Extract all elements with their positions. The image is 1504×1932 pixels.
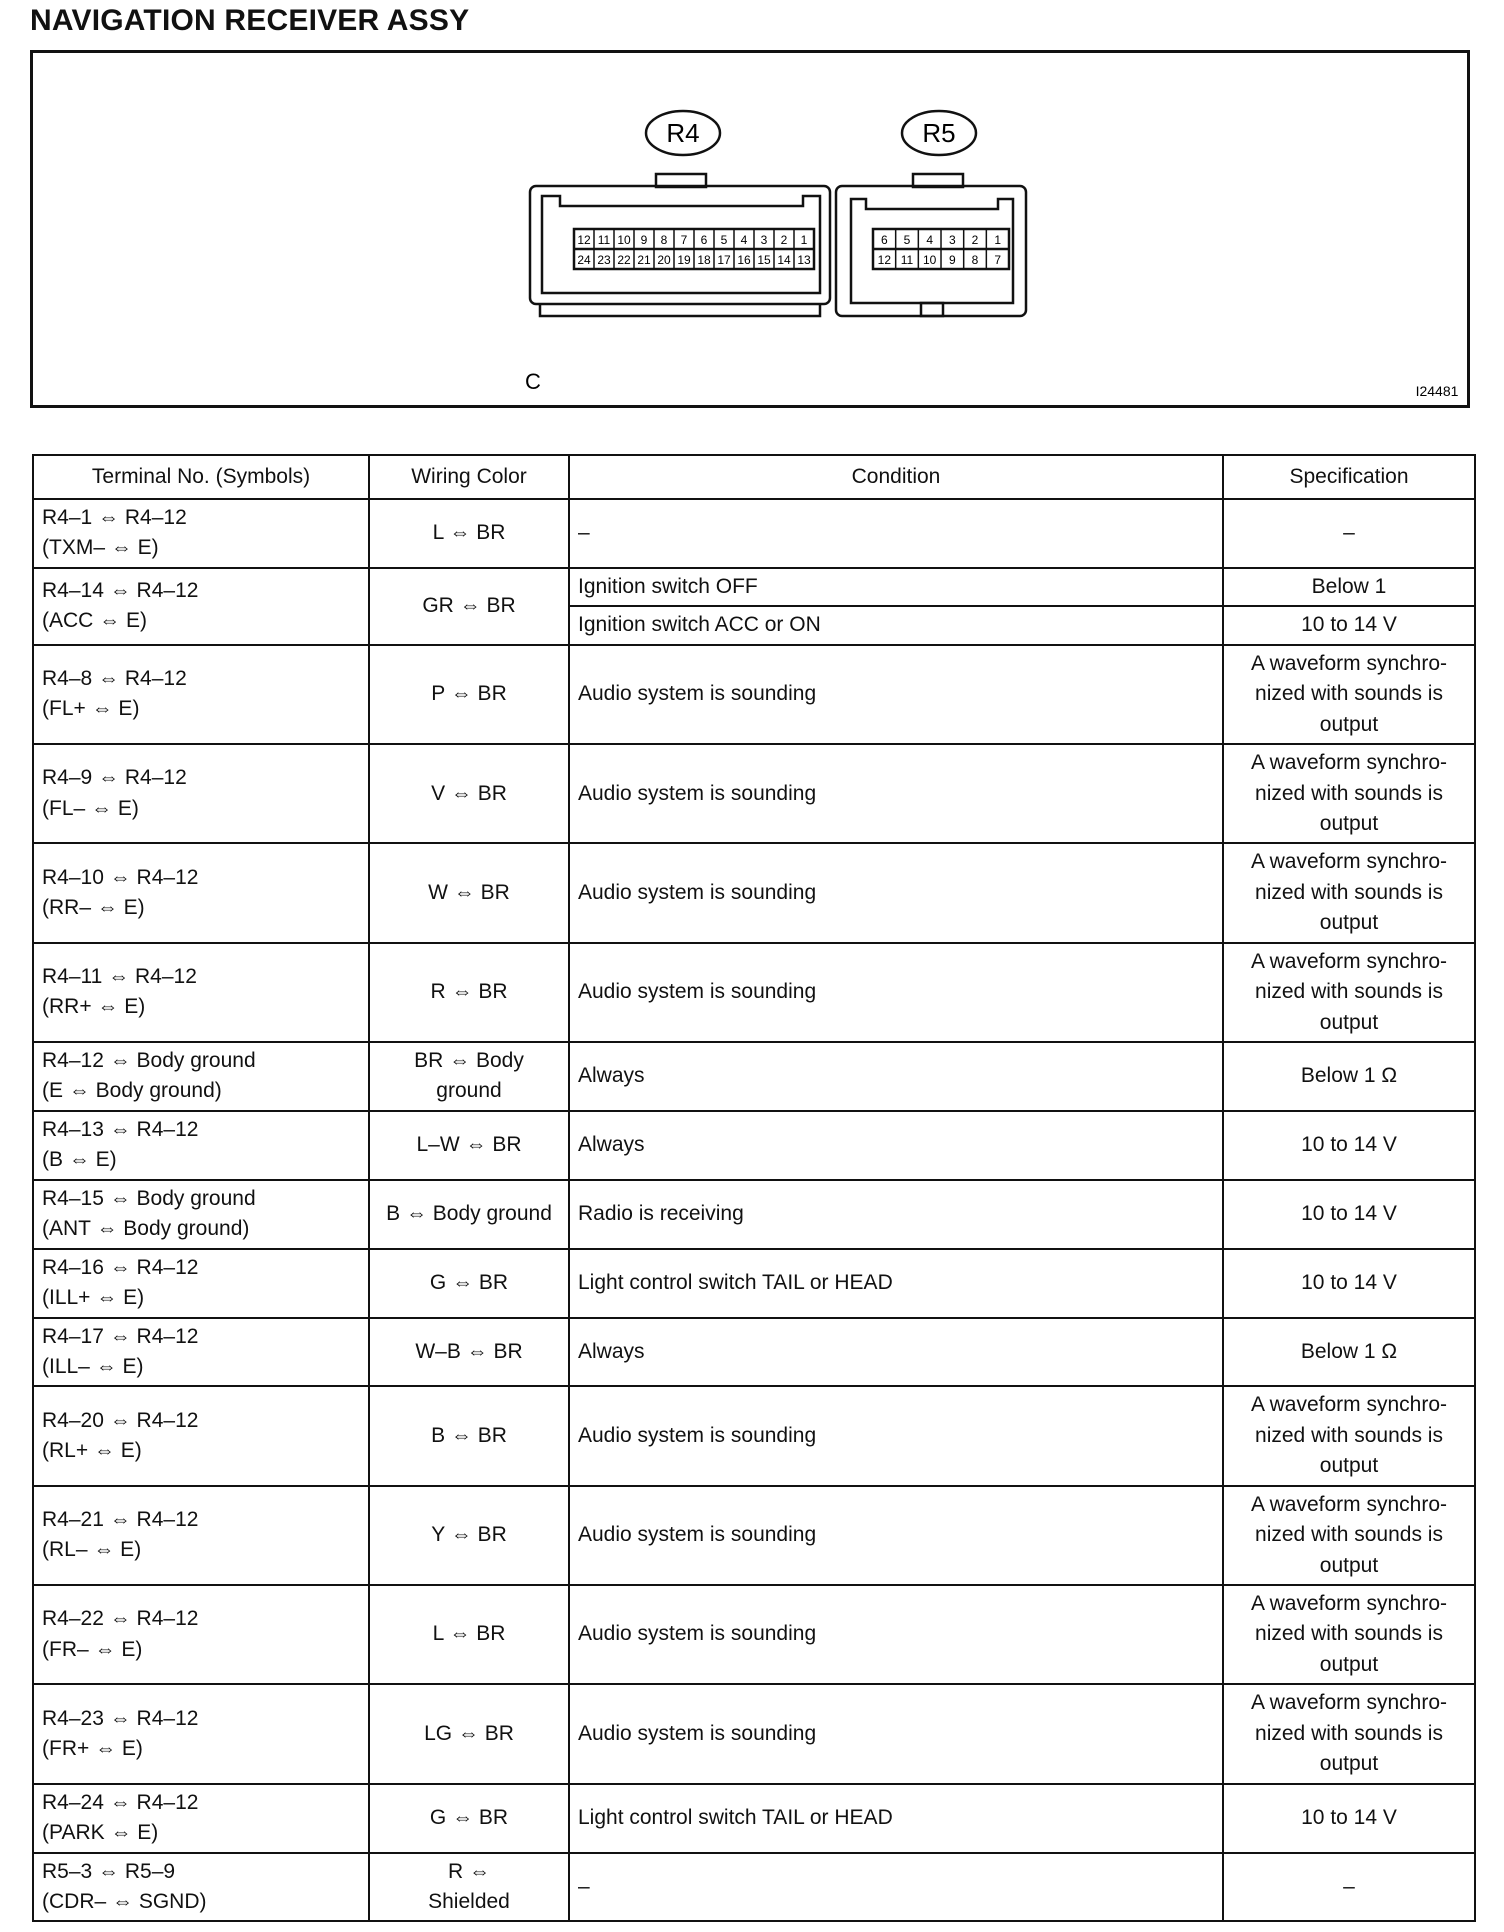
condition-cell: Audio system is sounding bbox=[569, 943, 1223, 1042]
terminal-no: R4–9 ⇔ R4–12 bbox=[42, 766, 187, 790]
connector-figure bbox=[30, 50, 1470, 408]
specification-line: 10 to 14 V bbox=[1301, 1133, 1397, 1157]
terminal-no: R4–13 ⇔ R4–12 bbox=[42, 1117, 199, 1141]
wiring-color-cell bbox=[369, 744, 569, 843]
terminal-no: R4–17 ⇔ R4–12 bbox=[42, 1324, 199, 1348]
specification-line: 10 to 14 V bbox=[1301, 1270, 1397, 1294]
terminal-no: R4–8 ⇔ R4–12 bbox=[42, 666, 187, 690]
r5-label: R5 bbox=[922, 118, 956, 148]
r4-pin-number: 4 bbox=[740, 233, 748, 247]
specification-cell bbox=[1223, 943, 1475, 1042]
terminal-cell bbox=[33, 1486, 369, 1585]
terminal-symbols: (E ⇔ Body ground) bbox=[42, 1079, 222, 1103]
r4-pin-number: 10 bbox=[617, 233, 631, 247]
wiring-color-cell bbox=[369, 1180, 569, 1249]
table-row bbox=[33, 943, 1475, 1042]
connector-diagram bbox=[33, 53, 1467, 405]
specification-line: nized with sounds is bbox=[1255, 1423, 1443, 1447]
wiring-color-line: GR ⇔ BR bbox=[422, 594, 516, 618]
condition-cell: Light control switch TAIL or HEAD bbox=[569, 1784, 1223, 1853]
condition-cell: Radio is receiving bbox=[569, 1180, 1223, 1249]
table-body bbox=[33, 499, 1475, 1921]
figure-id: I24481 bbox=[1415, 383, 1459, 399]
condition-cell: Audio system is sounding bbox=[569, 1684, 1223, 1783]
specification-line: A waveform synchro- bbox=[1250, 1492, 1448, 1516]
wiring-color-line: L ⇔ BR bbox=[432, 521, 506, 545]
table-row bbox=[33, 843, 1475, 942]
specification-line: nized with sounds is bbox=[1255, 980, 1443, 1004]
specification-line: output bbox=[1319, 911, 1379, 935]
wiring-color-cell bbox=[369, 1684, 569, 1783]
terminal-symbols: (B ⇔ E) bbox=[42, 1148, 117, 1172]
specification-cell bbox=[1223, 606, 1475, 644]
wiring-color-line: V ⇔ BR bbox=[431, 781, 507, 805]
condition-cell: – bbox=[569, 499, 1223, 568]
condition-cell: Audio system is sounding bbox=[569, 1386, 1223, 1485]
terminal-symbols: (RL+ ⇔ E) bbox=[42, 1439, 142, 1463]
terminal-symbols: (ILL– ⇔ E) bbox=[42, 1354, 144, 1378]
terminal-cell bbox=[33, 1784, 369, 1853]
r5-pin-number: 12 bbox=[877, 253, 892, 267]
condition-cell: Audio system is sounding bbox=[569, 1486, 1223, 1585]
condition-cell: Ignition switch OFF bbox=[569, 568, 1223, 606]
wiring-color-cell bbox=[369, 843, 569, 942]
inspection-table bbox=[32, 454, 1476, 1922]
terminal-symbols: (RL– ⇔ E) bbox=[42, 1538, 142, 1562]
r5-pin-number: 6 bbox=[880, 233, 888, 247]
r5-pin-number: 2 bbox=[971, 233, 979, 247]
condition-cell: Always bbox=[569, 1111, 1223, 1180]
r4-pin-number: 7 bbox=[680, 233, 688, 247]
specification-cell bbox=[1223, 568, 1475, 606]
r5-pin-number: 10 bbox=[922, 253, 937, 267]
specification-cell bbox=[1223, 1486, 1475, 1585]
terminal-symbols: (RR– ⇔ E) bbox=[42, 896, 145, 920]
r5-pin-number: 11 bbox=[900, 253, 914, 267]
wiring-color-cell bbox=[369, 568, 569, 645]
terminal-no: R4–22 ⇔ R4–12 bbox=[42, 1607, 199, 1631]
terminal-no: R4–21 ⇔ R4–12 bbox=[42, 1507, 199, 1531]
r4-pin-number: 20 bbox=[657, 253, 671, 267]
wiring-color-line: B ⇔ Body ground bbox=[386, 1201, 552, 1225]
specification-line: output bbox=[1319, 712, 1379, 736]
r4-pin-number: 15 bbox=[757, 253, 771, 267]
condition-cell: – bbox=[569, 1853, 1223, 1922]
wiring-color-line: L–W ⇔ BR bbox=[416, 1133, 522, 1157]
wiring-color-line: W–B ⇔ BR bbox=[415, 1339, 523, 1363]
specification-cell bbox=[1223, 1042, 1475, 1111]
wiring-color-line: R ⇔ BR bbox=[430, 980, 508, 1004]
specification-line: A waveform synchro- bbox=[1250, 751, 1448, 775]
terminal-cell bbox=[33, 568, 369, 645]
table-row bbox=[33, 1386, 1475, 1485]
wiring-color-cell bbox=[369, 1042, 569, 1111]
wiring-color-line: ground bbox=[436, 1079, 502, 1103]
terminal-cell bbox=[33, 1042, 369, 1111]
terminal-no: R4–20 ⇔ R4–12 bbox=[42, 1408, 199, 1432]
r4-pin-number: 22 bbox=[617, 253, 631, 267]
specification-line: A waveform synchro- bbox=[1250, 651, 1448, 675]
r4-pin-number: 21 bbox=[637, 253, 651, 267]
terminal-cell bbox=[33, 1585, 369, 1684]
terminal-cell bbox=[33, 1853, 369, 1922]
specification-line: output bbox=[1319, 1454, 1379, 1478]
terminal-no: R4–1 ⇔ R4–12 bbox=[42, 506, 187, 529]
r4-pin-number: 12 bbox=[577, 233, 591, 247]
wiring-color-cell bbox=[369, 1111, 569, 1180]
specification-line: Below 1 bbox=[1311, 574, 1387, 598]
r4-pin-number: 5 bbox=[720, 233, 728, 247]
wiring-color-cell bbox=[369, 1386, 569, 1485]
specification-line: Below 1 Ω bbox=[1300, 1339, 1398, 1363]
table-header-row bbox=[33, 455, 1475, 499]
terminal-cell bbox=[33, 499, 369, 568]
condition-cell: Always bbox=[569, 1042, 1223, 1111]
specification-cell bbox=[1223, 1111, 1475, 1180]
specification-line: output bbox=[1319, 1553, 1379, 1577]
specification-cell bbox=[1223, 1684, 1475, 1783]
terminal-cell bbox=[33, 843, 369, 942]
wiring-color-line: BR ⇔ Body bbox=[414, 1049, 524, 1072]
wiring-color-line: G ⇔ BR bbox=[429, 1805, 509, 1829]
table-row bbox=[33, 1853, 1475, 1922]
table-row bbox=[33, 1784, 1475, 1853]
condition-cell: Audio system is sounding bbox=[569, 645, 1223, 744]
wiring-color-line: Y ⇔ BR bbox=[431, 1523, 507, 1547]
specification-cell bbox=[1223, 645, 1475, 744]
specification-line: nized with sounds is bbox=[1255, 880, 1443, 904]
terminal-no: R4–11 ⇔ R4–12 bbox=[42, 964, 197, 988]
wiring-color-line: R ⇔ bbox=[448, 1859, 490, 1883]
wiring-color-cell bbox=[369, 1486, 569, 1585]
table-row bbox=[33, 1585, 1475, 1684]
table-row bbox=[33, 1111, 1475, 1180]
specification-cell bbox=[1223, 1585, 1475, 1684]
r5-pin-number: 4 bbox=[926, 233, 934, 247]
terminal-no: R4–16 ⇔ R4–12 bbox=[42, 1255, 199, 1279]
condition-cell: Audio system is sounding bbox=[569, 1585, 1223, 1684]
terminal-no: R4–24 ⇔ R4–12 bbox=[42, 1790, 199, 1814]
wiring-color-cell bbox=[369, 645, 569, 744]
specification-cell bbox=[1223, 1249, 1475, 1318]
wiring-color-cell bbox=[369, 943, 569, 1042]
r4-pin-number: 19 bbox=[677, 253, 691, 267]
terminal-symbols: (ANT ⇔ Body ground) bbox=[42, 1217, 250, 1241]
table-row bbox=[33, 568, 1475, 606]
terminal-cell bbox=[33, 943, 369, 1042]
terminal-no: R5–3 ⇔ R5–9 bbox=[42, 1859, 176, 1883]
terminal-symbols: (PARK ⇔ E) bbox=[42, 1821, 159, 1845]
r4-label: R4 bbox=[666, 118, 700, 148]
specification-line: A waveform synchro- bbox=[1250, 850, 1448, 874]
r4-pin-number: 14 bbox=[777, 253, 791, 267]
header-terminal: Terminal No. (Symbols) bbox=[33, 455, 369, 499]
terminal-cell bbox=[33, 1318, 369, 1387]
specification-line: – bbox=[1343, 521, 1355, 545]
terminal-symbols: (ILL+ ⇔ E) bbox=[42, 1286, 145, 1310]
terminal-cell bbox=[33, 1684, 369, 1783]
specification-line: nized with sounds is bbox=[1255, 1721, 1443, 1745]
r5-pin-number: 3 bbox=[949, 233, 956, 247]
specification-cell bbox=[1223, 744, 1475, 843]
header-condition: Condition bbox=[569, 455, 1223, 499]
r5-pin-number: 8 bbox=[971, 253, 979, 267]
table-row bbox=[33, 1249, 1475, 1318]
table-row bbox=[33, 1684, 1475, 1783]
r4-pin-number: 18 bbox=[697, 253, 711, 267]
terminal-symbols: (FR+ ⇔ E) bbox=[42, 1736, 143, 1760]
table-row bbox=[33, 744, 1475, 843]
specification-line: nized with sounds is bbox=[1255, 781, 1443, 805]
specification-line: nized with sounds is bbox=[1255, 1622, 1443, 1646]
terminal-no: R4–12 ⇔ Body ground bbox=[42, 1049, 256, 1072]
condition-cell: Audio system is sounding bbox=[569, 744, 1223, 843]
wiring-color-cell bbox=[369, 1784, 569, 1853]
specification-cell bbox=[1223, 1784, 1475, 1853]
terminal-symbols: (RR+ ⇔ E) bbox=[42, 995, 146, 1019]
terminal-symbols: (CDR– ⇔ SGND) bbox=[42, 1889, 207, 1913]
specification-line: 10 to 14 V bbox=[1301, 1805, 1397, 1829]
terminal-cell bbox=[33, 744, 369, 843]
specification-line: A waveform synchro- bbox=[1250, 1691, 1448, 1715]
wiring-color-line: L ⇔ BR bbox=[432, 1622, 506, 1646]
wiring-color-cell bbox=[369, 1853, 569, 1922]
r4-pin-number: 17 bbox=[717, 253, 731, 267]
wiring-color-line: LG ⇔ BR bbox=[424, 1721, 514, 1745]
specification-line: output bbox=[1319, 1652, 1379, 1676]
specification-line: output bbox=[1319, 811, 1379, 835]
specification-line: Below 1 Ω bbox=[1300, 1064, 1398, 1088]
terminal-symbols: (TXM– ⇔ E) bbox=[42, 536, 159, 560]
terminal-cell bbox=[33, 1386, 369, 1485]
r4-pin-number: 1 bbox=[800, 233, 808, 247]
specification-line: 10 to 14 V bbox=[1301, 613, 1397, 637]
terminal-no: R4–10 ⇔ R4–12 bbox=[42, 865, 199, 889]
terminal-symbols: (FL+ ⇔ E) bbox=[42, 697, 140, 721]
terminal-cell bbox=[33, 645, 369, 744]
r4-pin-number: 6 bbox=[700, 233, 708, 247]
r5-pin-number: 9 bbox=[949, 253, 956, 267]
wiring-color-cell bbox=[369, 499, 569, 568]
table-row bbox=[33, 1042, 1475, 1111]
specification-line: A waveform synchro- bbox=[1250, 1393, 1448, 1417]
r4-pin-number: 11 bbox=[597, 233, 611, 247]
specification-cell bbox=[1223, 1180, 1475, 1249]
specification-line: nized with sounds is bbox=[1255, 682, 1443, 706]
r4-pin-number: 13 bbox=[797, 253, 811, 267]
terminal-no: R4–15 ⇔ Body ground bbox=[42, 1186, 256, 1210]
terminal-cell bbox=[33, 1180, 369, 1249]
condition-cell: Always bbox=[569, 1318, 1223, 1387]
header-wiring-color: Wiring Color bbox=[369, 455, 569, 499]
specification-line: A waveform synchro- bbox=[1250, 1592, 1448, 1615]
terminal-symbols: (FR– ⇔ E) bbox=[42, 1637, 143, 1661]
r4-pin-number: 23 bbox=[597, 253, 611, 267]
r5-pin-number: 5 bbox=[903, 233, 911, 247]
page-title: NAVIGATION RECEIVER ASSY bbox=[30, 4, 470, 37]
r4-pin-number: 3 bbox=[760, 233, 768, 247]
terminal-symbols: (FL– ⇔ E) bbox=[42, 796, 139, 820]
r4-pin-number: 9 bbox=[640, 233, 648, 247]
r4-pin-number: 16 bbox=[737, 253, 751, 267]
specification-line: – bbox=[1343, 1874, 1355, 1898]
table-row bbox=[33, 499, 1475, 568]
table-row bbox=[33, 1318, 1475, 1387]
wiring-color-line: Shielded bbox=[428, 1889, 510, 1913]
terminal-symbols: (ACC ⇔ E) bbox=[42, 609, 147, 633]
specification-line: output bbox=[1319, 1010, 1379, 1034]
specification-line: 10 to 14 V bbox=[1301, 1201, 1397, 1225]
wiring-color-cell bbox=[369, 1585, 569, 1684]
specification-line: nized with sounds is bbox=[1255, 1523, 1443, 1547]
specification-cell bbox=[1223, 1386, 1475, 1485]
wiring-color-cell bbox=[369, 1318, 569, 1387]
condition-cell: Audio system is sounding bbox=[569, 843, 1223, 942]
table-row bbox=[33, 1180, 1475, 1249]
connector-color-code: C bbox=[525, 369, 541, 394]
table-row bbox=[33, 645, 1475, 744]
wiring-color-cell bbox=[369, 1249, 569, 1318]
specification-line: A waveform synchro- bbox=[1250, 949, 1448, 973]
specification-cell bbox=[1223, 499, 1475, 568]
r5-pin-number: 1 bbox=[994, 233, 1002, 247]
wiring-color-line: W ⇔ BR bbox=[428, 880, 510, 904]
terminal-no: R4–23 ⇔ R4–12 bbox=[42, 1706, 199, 1730]
specification-cell bbox=[1223, 843, 1475, 942]
r4-pin-number: 8 bbox=[660, 233, 668, 247]
table-row bbox=[33, 1486, 1475, 1585]
wiring-color-line: G ⇔ BR bbox=[429, 1270, 509, 1294]
terminal-cell bbox=[33, 1249, 369, 1318]
r4-pin-number: 24 bbox=[577, 253, 591, 267]
terminal-no: R4–14 ⇔ R4–12 bbox=[42, 578, 199, 602]
header-specification: Specification bbox=[1223, 455, 1475, 499]
specification-cell bbox=[1223, 1318, 1475, 1387]
specification-line: output bbox=[1319, 1752, 1379, 1776]
terminal-cell bbox=[33, 1111, 369, 1180]
wiring-color-line: P ⇔ BR bbox=[431, 682, 507, 706]
condition-cell: Ignition switch ACC or ON bbox=[569, 606, 1223, 644]
r5-pin-number: 7 bbox=[994, 253, 1002, 267]
wiring-color-line: B ⇔ BR bbox=[431, 1423, 507, 1447]
condition-cell: Light control switch TAIL or HEAD bbox=[569, 1249, 1223, 1318]
r4-pin-number: 2 bbox=[780, 233, 788, 247]
specification-cell bbox=[1223, 1853, 1475, 1922]
